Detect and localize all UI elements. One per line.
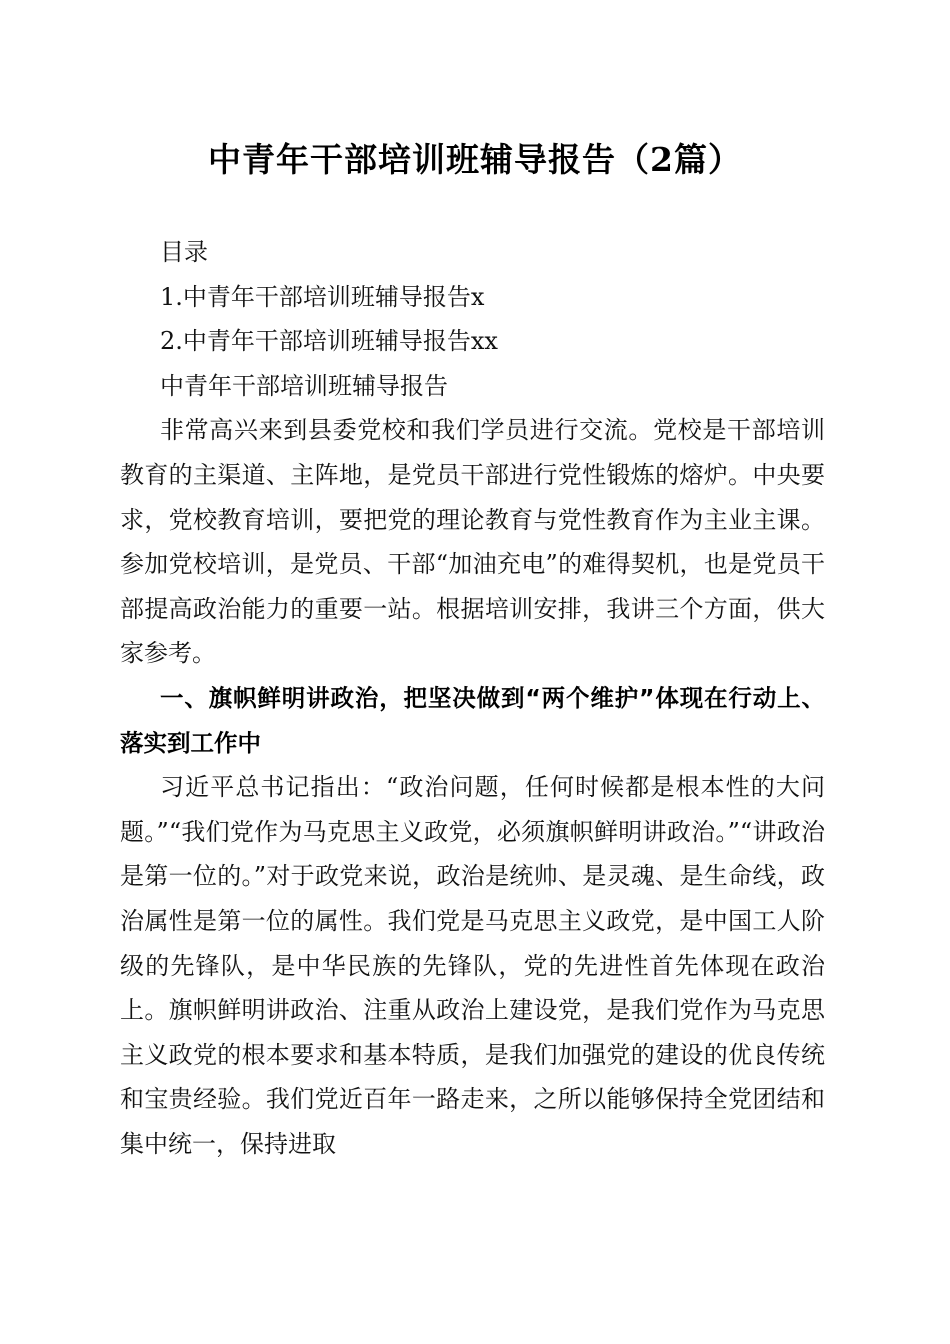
toc-label: 目录 — [160, 238, 208, 266]
article-title: 中青年干部培训班辅导报告 — [160, 371, 448, 400]
toc-item-2: 2.中青年干部培训班辅导报告xx — [160, 327, 498, 356]
section-paragraph: 习近平总书记指出：“政治问题，任何时候都是根本性的大问题。”“我们党作为马克思主义政党，必须旗帜鲜明讲政治。”“讲政治是第一位的。”对于政党来说，政治是统帅、是灵魂、是生命线，政治属性是第一位的属性。我们党是马克思主义政党，是中国工人阶级的先锋队，是中华民族的先锋队，党的先进性首先体现在政治上。旗帜鲜明讲政治、注重从政治上建设党，是我们党作为马克思主义政党的根本要求和基本特质，是我们加强党的建设的优良传统和宝贵经验。我们党近百年一路走来，之所以能够保持全党团结和集中统一，保持进取 — [120, 773, 825, 1158]
section-heading: 一、旗帜鲜明讲政治，把坚决做到“两个维护”体现在行动上、落实到工作中 — [120, 683, 825, 757]
document-body — [120, 230, 825, 1166]
intro-paragraph: 非常高兴来到县委党校和我们学员进行交流。党校是干部培训教育的主渠道、主阵地，是党员干部进行党性锻炼的熔炉。中央要求，党校教育培训，要把党的理论教育与党性教育作为主业主课。参加党校培训，是党员、干部“加油充电”的难得契机，也是党员干部提高政治能力的重要一站。根据培训安排，我讲三个方面，供大家参考。 — [120, 416, 825, 668]
toc-item-1: 1.中青年干部培训班辅导报告x — [160, 282, 485, 311]
document-title: 中青年干部培训班辅导报告（2篇） — [208, 140, 742, 179]
